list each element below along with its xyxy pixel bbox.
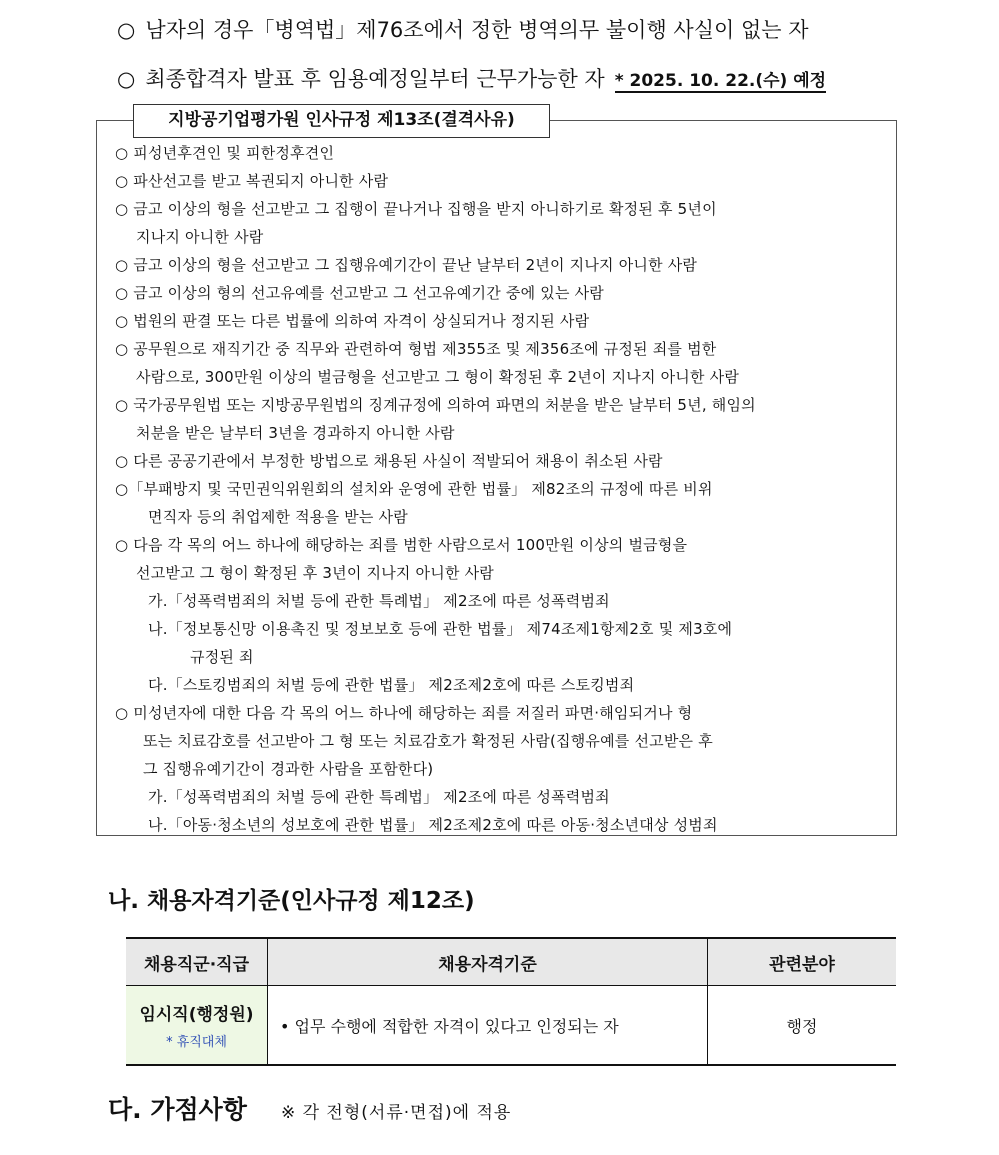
rule-line: ○ 국가공무원법 또는 지방공무원법의 징계규정에 의하여 파면의 처분을 받은 날부터 5년, 해임의 xyxy=(115,396,756,414)
condition-availability xyxy=(117,63,826,93)
rule-line: ○「부패방지 및 국민권익위원회의 설치와 운영에 관한 법률」 제82조의 규정에 따른 비위 xyxy=(115,480,713,498)
rule-line: 사람으로, 300만원 이상의 벌금형을 선고받고 그 형이 확정된 후 2년이 지나지 아니한 사람 xyxy=(136,368,740,386)
rule-line: 처분을 받은 날부터 3년을 경과하지 아니한 사람 xyxy=(136,424,455,442)
section-heading-qualification: 나. 채용자격기준(인사규정 제12조) xyxy=(108,888,475,914)
rule-line: 나.「정보통신망 이용촉진 및 정보보호 등에 관한 법률」 제74조제1항제2호 및 제3호에 xyxy=(148,620,733,638)
rule-line: 선고받고 그 형이 확정된 후 3년이 지나지 아니한 사람 xyxy=(136,564,494,582)
circle-marker: ○ xyxy=(117,18,136,42)
rule-line: 다.「스토킹범죄의 처벌 등에 관한 법률」 제2조제2호에 따른 스토킹범죄 xyxy=(148,676,635,694)
table-row xyxy=(126,986,896,1066)
circle-marker: ○ xyxy=(117,67,136,91)
rule-line: 가.「성폭력범죄의 처벌 등에 관한 특례법」 제2조에 따른 성폭력범죄 xyxy=(148,788,610,806)
disqualification-title: 지방공기업평가원 인사규정 제13조(결격사유) xyxy=(133,104,550,138)
rule-line: 나.「아동·청소년의 성보호에 관한 법률」 제2조제2호에 따른 아동·청소년대상 성범죄 xyxy=(148,816,718,834)
rule-line: 규정된 죄 xyxy=(190,648,254,666)
col-header-criteria: 채용자격기준 xyxy=(268,938,708,986)
criteria-cell: • 업무 수행에 적합한 자격이 있다고 인정되는 자 xyxy=(268,986,708,1066)
rule-line: 그 집행유예기간이 경과한 사람을 포함한다) xyxy=(143,760,434,778)
condition-military xyxy=(117,14,809,44)
qualification-table xyxy=(126,937,896,1066)
rule-line: 면직자 등의 취업제한 적용을 받는 사람 xyxy=(148,508,408,526)
rule-line: ○ 파산선고를 받고 복권되지 아니한 사람 xyxy=(115,172,389,190)
rule-line: ○ 다음 각 목의 어느 하나에 해당하는 죄를 범한 사람으로서 100만원 이상의 벌금형을 xyxy=(115,536,688,554)
rule-line: 지나지 아니한 사람 xyxy=(136,228,264,246)
condition-text: 남자의 경우「병역법」제76조에서 정한 병역의무 불이행 사실이 없는 자 xyxy=(145,18,809,42)
rule-line: ○ 피성년후견인 및 피한정후견인 xyxy=(115,144,335,162)
bonus-heading-text: 다. 가점사항 xyxy=(108,1095,247,1124)
rule-line: ○ 미성년자에 대한 다음 각 목의 어느 하나에 해당하는 죄를 저질러 파면·해임되거나 형 xyxy=(115,704,693,722)
table-header-row xyxy=(126,938,896,986)
rule-line: ○ 금고 이상의 형을 선고받고 그 집행유예기간이 끝난 날부터 2년이 지나지 아니한 사람 xyxy=(115,256,698,274)
bonus-note: ※ 각 전형(서류·면접)에 적용 xyxy=(280,1103,512,1123)
rule-line: 가.「성폭력범죄의 처벌 등에 관한 특례법」 제2조에 따른 성폭력범죄 xyxy=(148,592,610,610)
rule-line: ○ 다른 공공기관에서 부정한 방법으로 채용된 사실이 적발되어 채용이 취소된 사람 xyxy=(115,452,663,470)
section-heading-bonus xyxy=(108,1090,511,1126)
appointment-date: * 2025. 10. 22.(수) 예정 xyxy=(614,71,827,91)
rank-cell xyxy=(126,986,268,1066)
rule-line: ○ 금고 이상의 형을 선고받고 그 집행이 끝나거나 집행을 받지 아니하기로 확정된 후 5년이 xyxy=(115,200,717,218)
rank-note: * 휴직대체 xyxy=(166,1035,227,1050)
col-header-rank: 채용직군·직급 xyxy=(126,938,268,986)
rule-line: 또는 치료감호를 선고받아 그 형 또는 치료감호가 확정된 사람(집행유예를 선고받은 후 xyxy=(143,732,713,750)
condition-text: 최종합격자 발표 후 임용예정일부터 근무가능한 자 xyxy=(145,67,605,91)
field-cell: 행정 xyxy=(708,986,897,1066)
rank-name: 임시직(행정원) xyxy=(139,1005,254,1025)
rule-line: ○ 금고 이상의 형의 선고유예를 선고받고 그 선고유예기간 중에 있는 사람 xyxy=(115,284,604,302)
col-header-field: 관련분야 xyxy=(708,938,897,986)
rule-line: ○ 법원의 판결 또는 다른 법률에 의하여 자격이 상실되거나 정지된 사람 xyxy=(115,312,590,330)
rule-line: ○ 공무원으로 재직기간 중 직무와 관련하여 형법 제355조 및 제356조에 규정된 죄를 범한 xyxy=(115,340,717,358)
